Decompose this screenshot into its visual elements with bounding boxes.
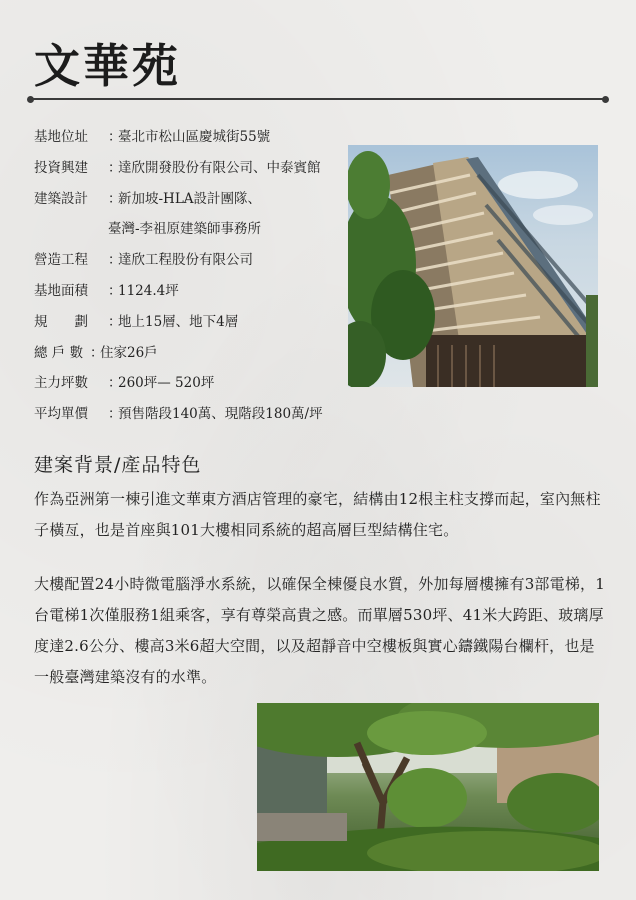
spec-row-avg-price: 平均單價 ： 預售階段140萬、現階段180萬/坪 xyxy=(34,399,344,430)
paragraph-intro: 作為亞洲第一棟引進文華東方酒店管理的豪宅，結構由12根主柱支撐而起，室內無柱子橫亙，也是首座與101大樓相同系統的超高層巨型結構住宅。 xyxy=(34,490,601,539)
spec-list xyxy=(34,122,344,430)
spec-value: 260坪— 520坪 xyxy=(118,375,215,392)
spec-label: 總 戶 數 xyxy=(34,344,84,361)
garden-photo xyxy=(257,703,599,871)
spec-value: 達欣開發股份有限公司、中泰賓館 xyxy=(118,159,321,176)
spec-row-developer: 投資興建 ： 達欣開發股份有限公司、中泰賓館 xyxy=(34,153,344,184)
spec-label: 基地面積 xyxy=(34,282,88,299)
spec-value: 1124.4坪 xyxy=(118,282,179,299)
spec-label: 平均單價 xyxy=(34,406,88,423)
spec-row-architect-cont xyxy=(34,214,344,245)
spec-label: 主力坪數 xyxy=(34,375,88,392)
spec-row-architect: 建築設計 ： 新加坡-HLA設計團隊、 xyxy=(34,184,344,215)
spec-value: 臺北市松山區慶城街55號 xyxy=(118,129,271,145)
spec-row-site-address: 基地位址 ： 臺北市松山區慶城街55號 xyxy=(34,122,344,153)
spec-value: 預售階段140萬、現階段180萬/坪 xyxy=(118,406,323,423)
spec-row-main-size: 主力坪數 ： 260坪— 520坪 xyxy=(34,368,344,399)
building-photo xyxy=(348,145,598,387)
spec-row-units: 總 戶 數 ： 住家26戶 xyxy=(34,338,344,369)
spec-label: 營造工程 xyxy=(34,252,88,269)
spec-value: 地上15層、地下4層 xyxy=(118,313,239,330)
spec-label: 投資興建 xyxy=(34,159,88,176)
spec-value: 住家26戶 xyxy=(100,344,158,361)
spec-value: 臺灣-李祖原建築師事務所 xyxy=(108,221,262,238)
section-heading: 建案背景/產品特色 xyxy=(34,454,202,476)
spec-label: 建築設計 xyxy=(34,190,88,207)
spec-row-site-area: 基地面積 ： 1124.4坪 xyxy=(34,276,344,307)
spec-value: 新加坡-HLA設計團隊、 xyxy=(118,190,262,207)
garden-illustration xyxy=(257,703,599,871)
building-illustration xyxy=(348,145,598,387)
spec-value: 達欣工程股份有限公司 xyxy=(118,252,253,269)
spec-row-planning: 規 劃 ： 地上15層、地下4層 xyxy=(34,307,344,338)
spec-label: 規 劃 xyxy=(34,313,88,330)
page-title: 文華苑 xyxy=(34,39,181,93)
paragraph-features: 大樓配置24小時微電腦淨水系統，以確保全棟優良水質，外加每層樓擁有3部電梯，1台電梯1次僅服務1組乘客，享有尊榮高貴之感。而單層530坪、41米大跨距、玻璃厚度達2.6公分、樓高3米6超大空間，以及超靜音中空樓板與實心鑄鐵陽台欄杆，也是一般臺灣建築沒有的水準。 xyxy=(34,575,605,686)
title-divider xyxy=(30,98,606,100)
spec-label: 基地位址 xyxy=(34,129,88,145)
spec-row-construction: 營造工程 ： 達欣工程股份有限公司 xyxy=(34,245,344,276)
